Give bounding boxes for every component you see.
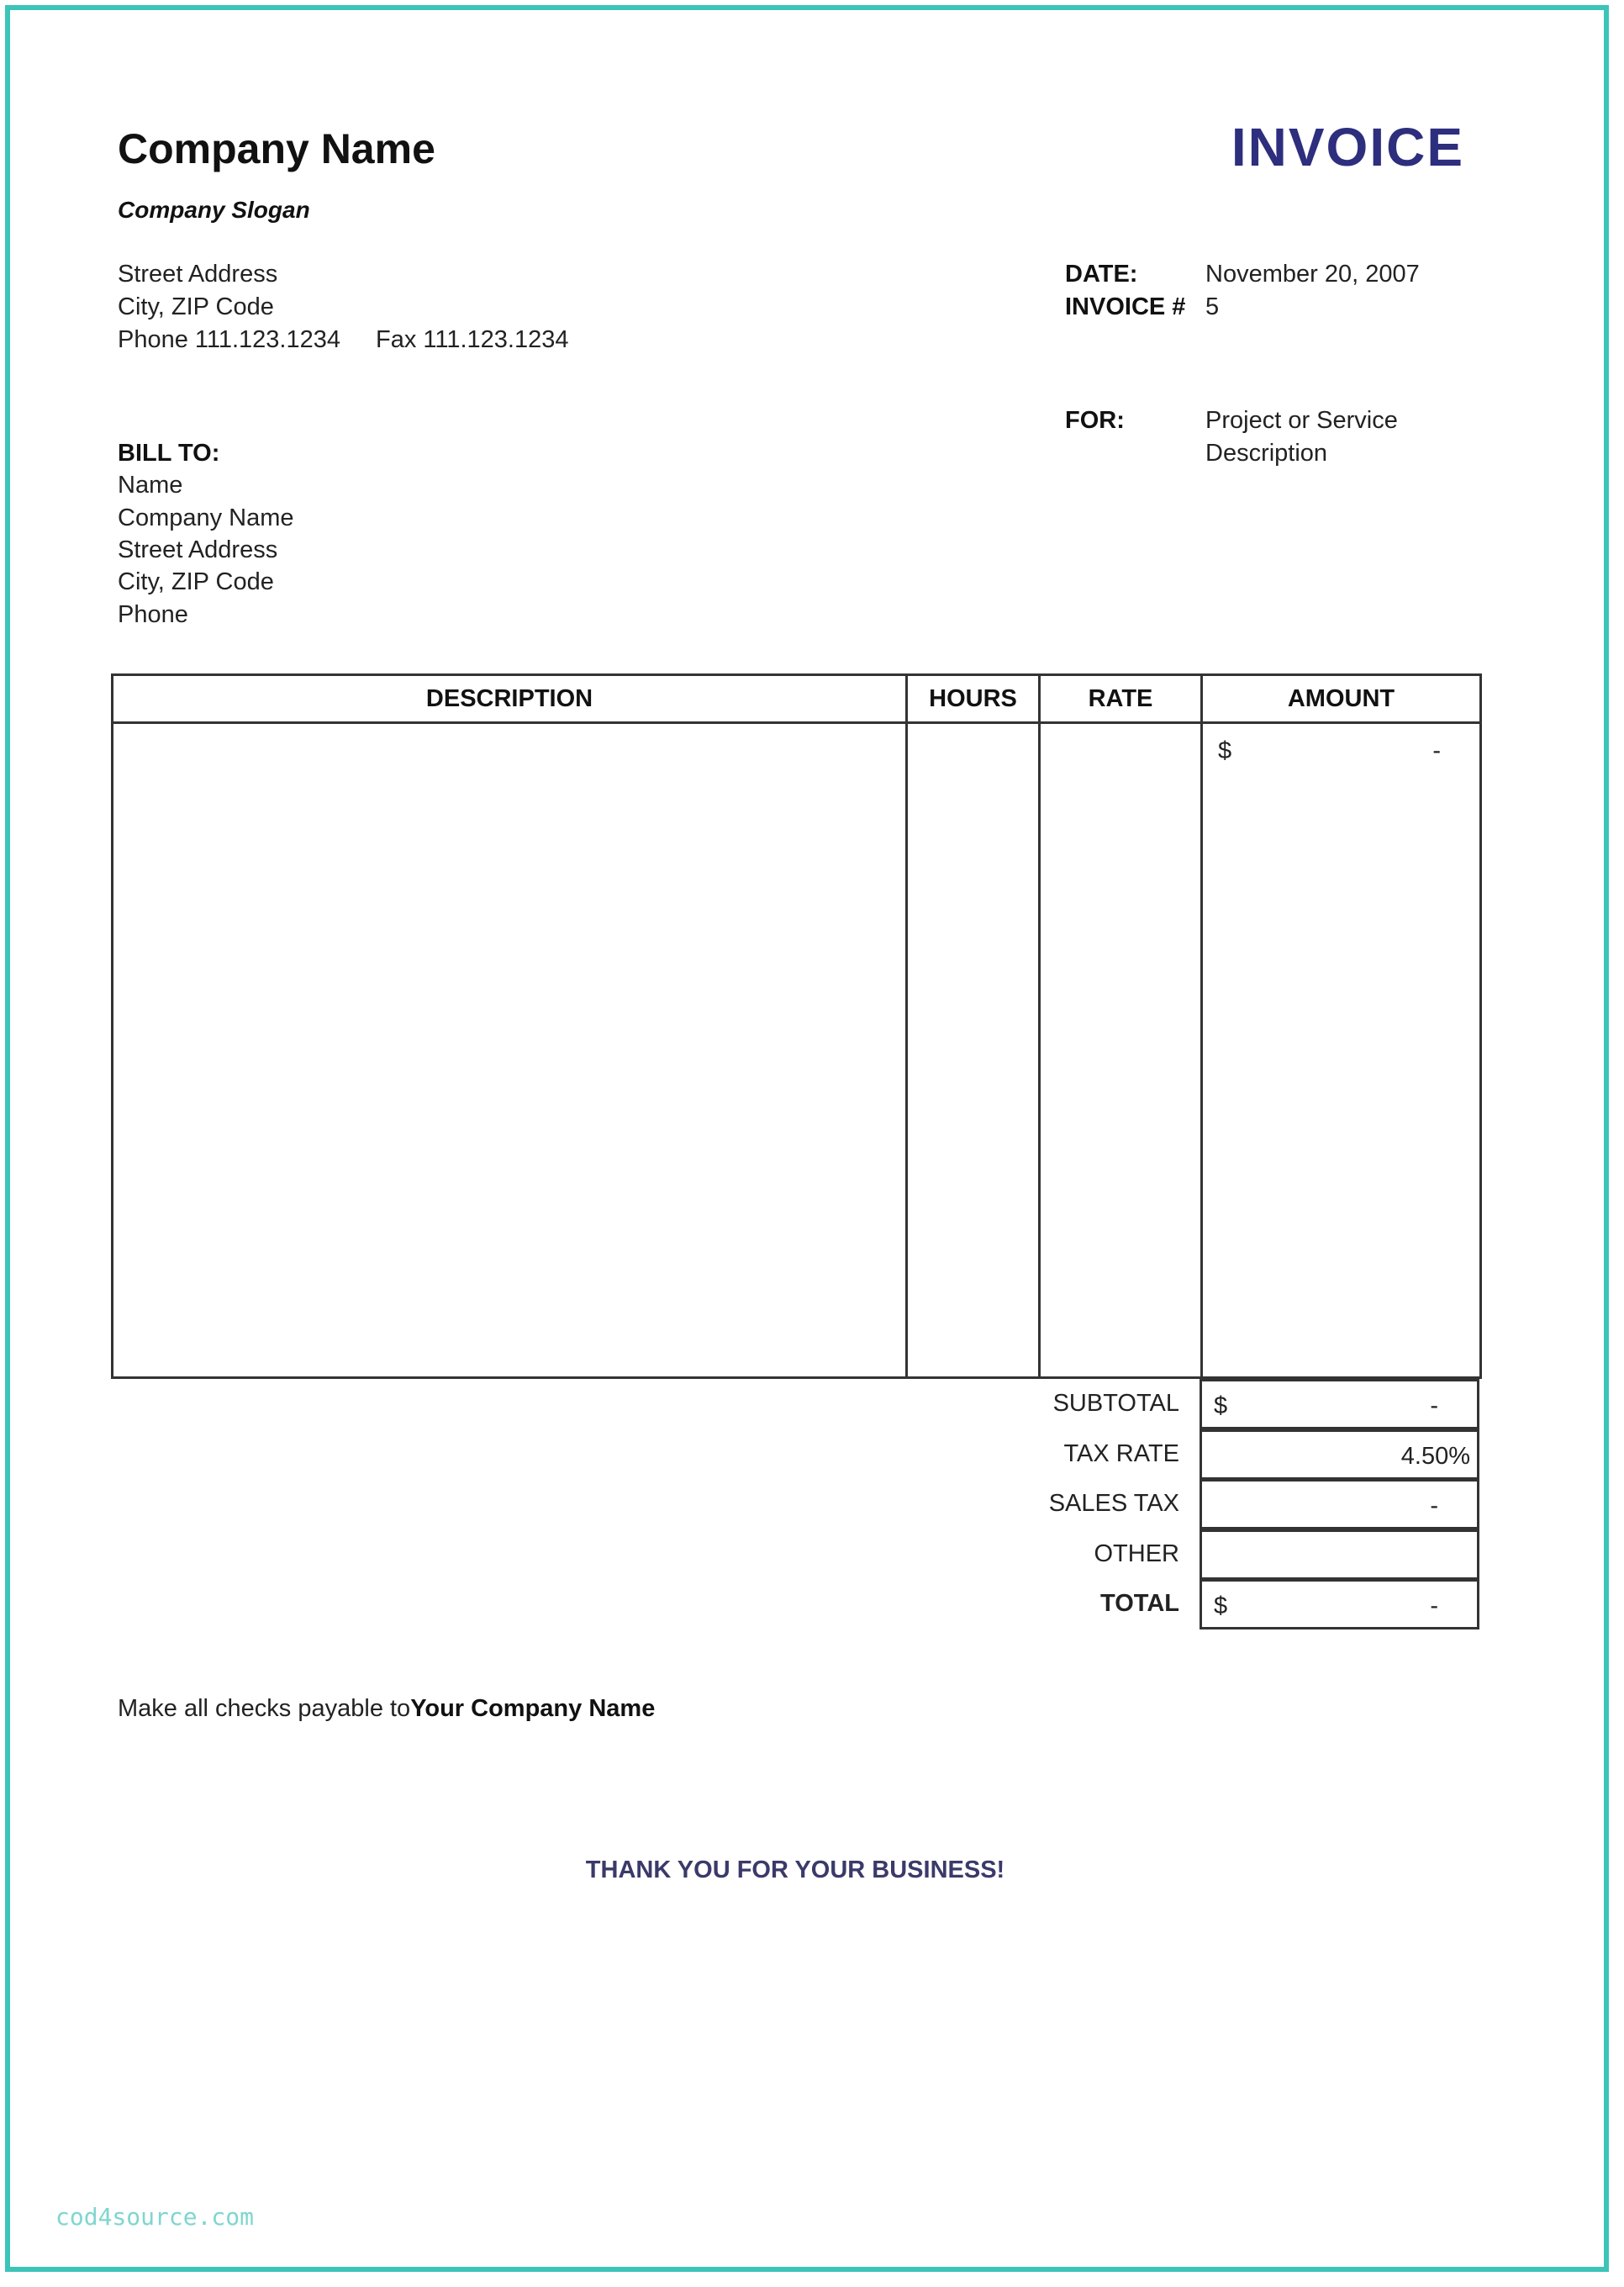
amount-currency: $ xyxy=(1218,737,1232,764)
total-value: - xyxy=(1430,1592,1438,1619)
line-items-table xyxy=(111,673,1482,1379)
invoice-number-value: 5 xyxy=(1205,293,1220,320)
sender-phone: Phone 111.123.1234 xyxy=(118,326,341,353)
bill-to-city-zip: City, ZIP Code xyxy=(118,568,274,595)
date-label: DATE: xyxy=(1065,261,1138,288)
sender-street: Street Address xyxy=(118,261,278,288)
company-slogan: Company Slogan xyxy=(118,197,310,223)
rate-cell[interactable] xyxy=(1040,723,1202,1378)
hours-cell[interactable] xyxy=(907,723,1040,1378)
subtotal-value: - xyxy=(1430,1392,1438,1419)
header-hours: HOURS xyxy=(907,675,1040,723)
tax-rate-value: 4.50% xyxy=(1400,1443,1470,1470)
bill-to-company: Company Name xyxy=(118,504,294,531)
bill-to-name: Name xyxy=(118,472,183,499)
table-row xyxy=(113,723,1481,1378)
tax-rate-box[interactable] xyxy=(1200,1429,1479,1480)
sender-city-zip: City, ZIP Code xyxy=(118,293,274,320)
subtotal-box xyxy=(1200,1379,1479,1429)
for-label: FOR: xyxy=(1065,407,1125,434)
sales-tax-value: - xyxy=(1430,1492,1438,1519)
bill-to-street: Street Address xyxy=(118,536,278,563)
invoice-number-label: INVOICE # xyxy=(1065,293,1186,320)
description-cell[interactable] xyxy=(113,723,907,1378)
total-currency: $ xyxy=(1214,1592,1228,1619)
payable-prefix: Make all checks payable to xyxy=(118,1695,411,1722)
amount-value: - xyxy=(1432,737,1441,764)
sender-fax: Fax 111.123.1234 xyxy=(376,326,569,353)
payable-company-name: Your Company Name xyxy=(410,1695,656,1722)
bill-to-label: BILL TO: xyxy=(118,440,220,467)
total-box xyxy=(1200,1579,1479,1629)
for-value-line1: Project or Service xyxy=(1205,407,1398,434)
header-description: DESCRIPTION xyxy=(113,675,907,723)
company-name: Company Name xyxy=(118,125,435,172)
invoice-title: INVOICE xyxy=(1231,117,1464,177)
other-label: OTHER xyxy=(1094,1540,1179,1567)
sales-tax-label: SALES TAX xyxy=(1048,1490,1179,1517)
subtotal-currency: $ xyxy=(1214,1392,1228,1419)
watermark: cod4source.com xyxy=(55,2203,255,2231)
bill-to-phone: Phone xyxy=(118,601,188,628)
header-rate: RATE xyxy=(1040,675,1202,723)
table-header-row xyxy=(113,675,1481,723)
amount-cell[interactable] xyxy=(1202,723,1481,1378)
thank-you-message: THANK YOU FOR YOUR BUSINESS! xyxy=(585,1857,1005,1883)
payable-note xyxy=(118,1695,655,1723)
for-value-line2: Description xyxy=(1205,440,1328,467)
date-value: November 20, 2007 xyxy=(1205,261,1420,288)
header-amount: AMOUNT xyxy=(1202,675,1481,723)
other-box[interactable] xyxy=(1200,1529,1479,1580)
total-label: TOTAL xyxy=(1100,1590,1179,1617)
tax-rate-label: TAX RATE xyxy=(1063,1440,1179,1467)
sales-tax-box xyxy=(1200,1479,1479,1529)
subtotal-label: SUBTOTAL xyxy=(1052,1390,1179,1417)
